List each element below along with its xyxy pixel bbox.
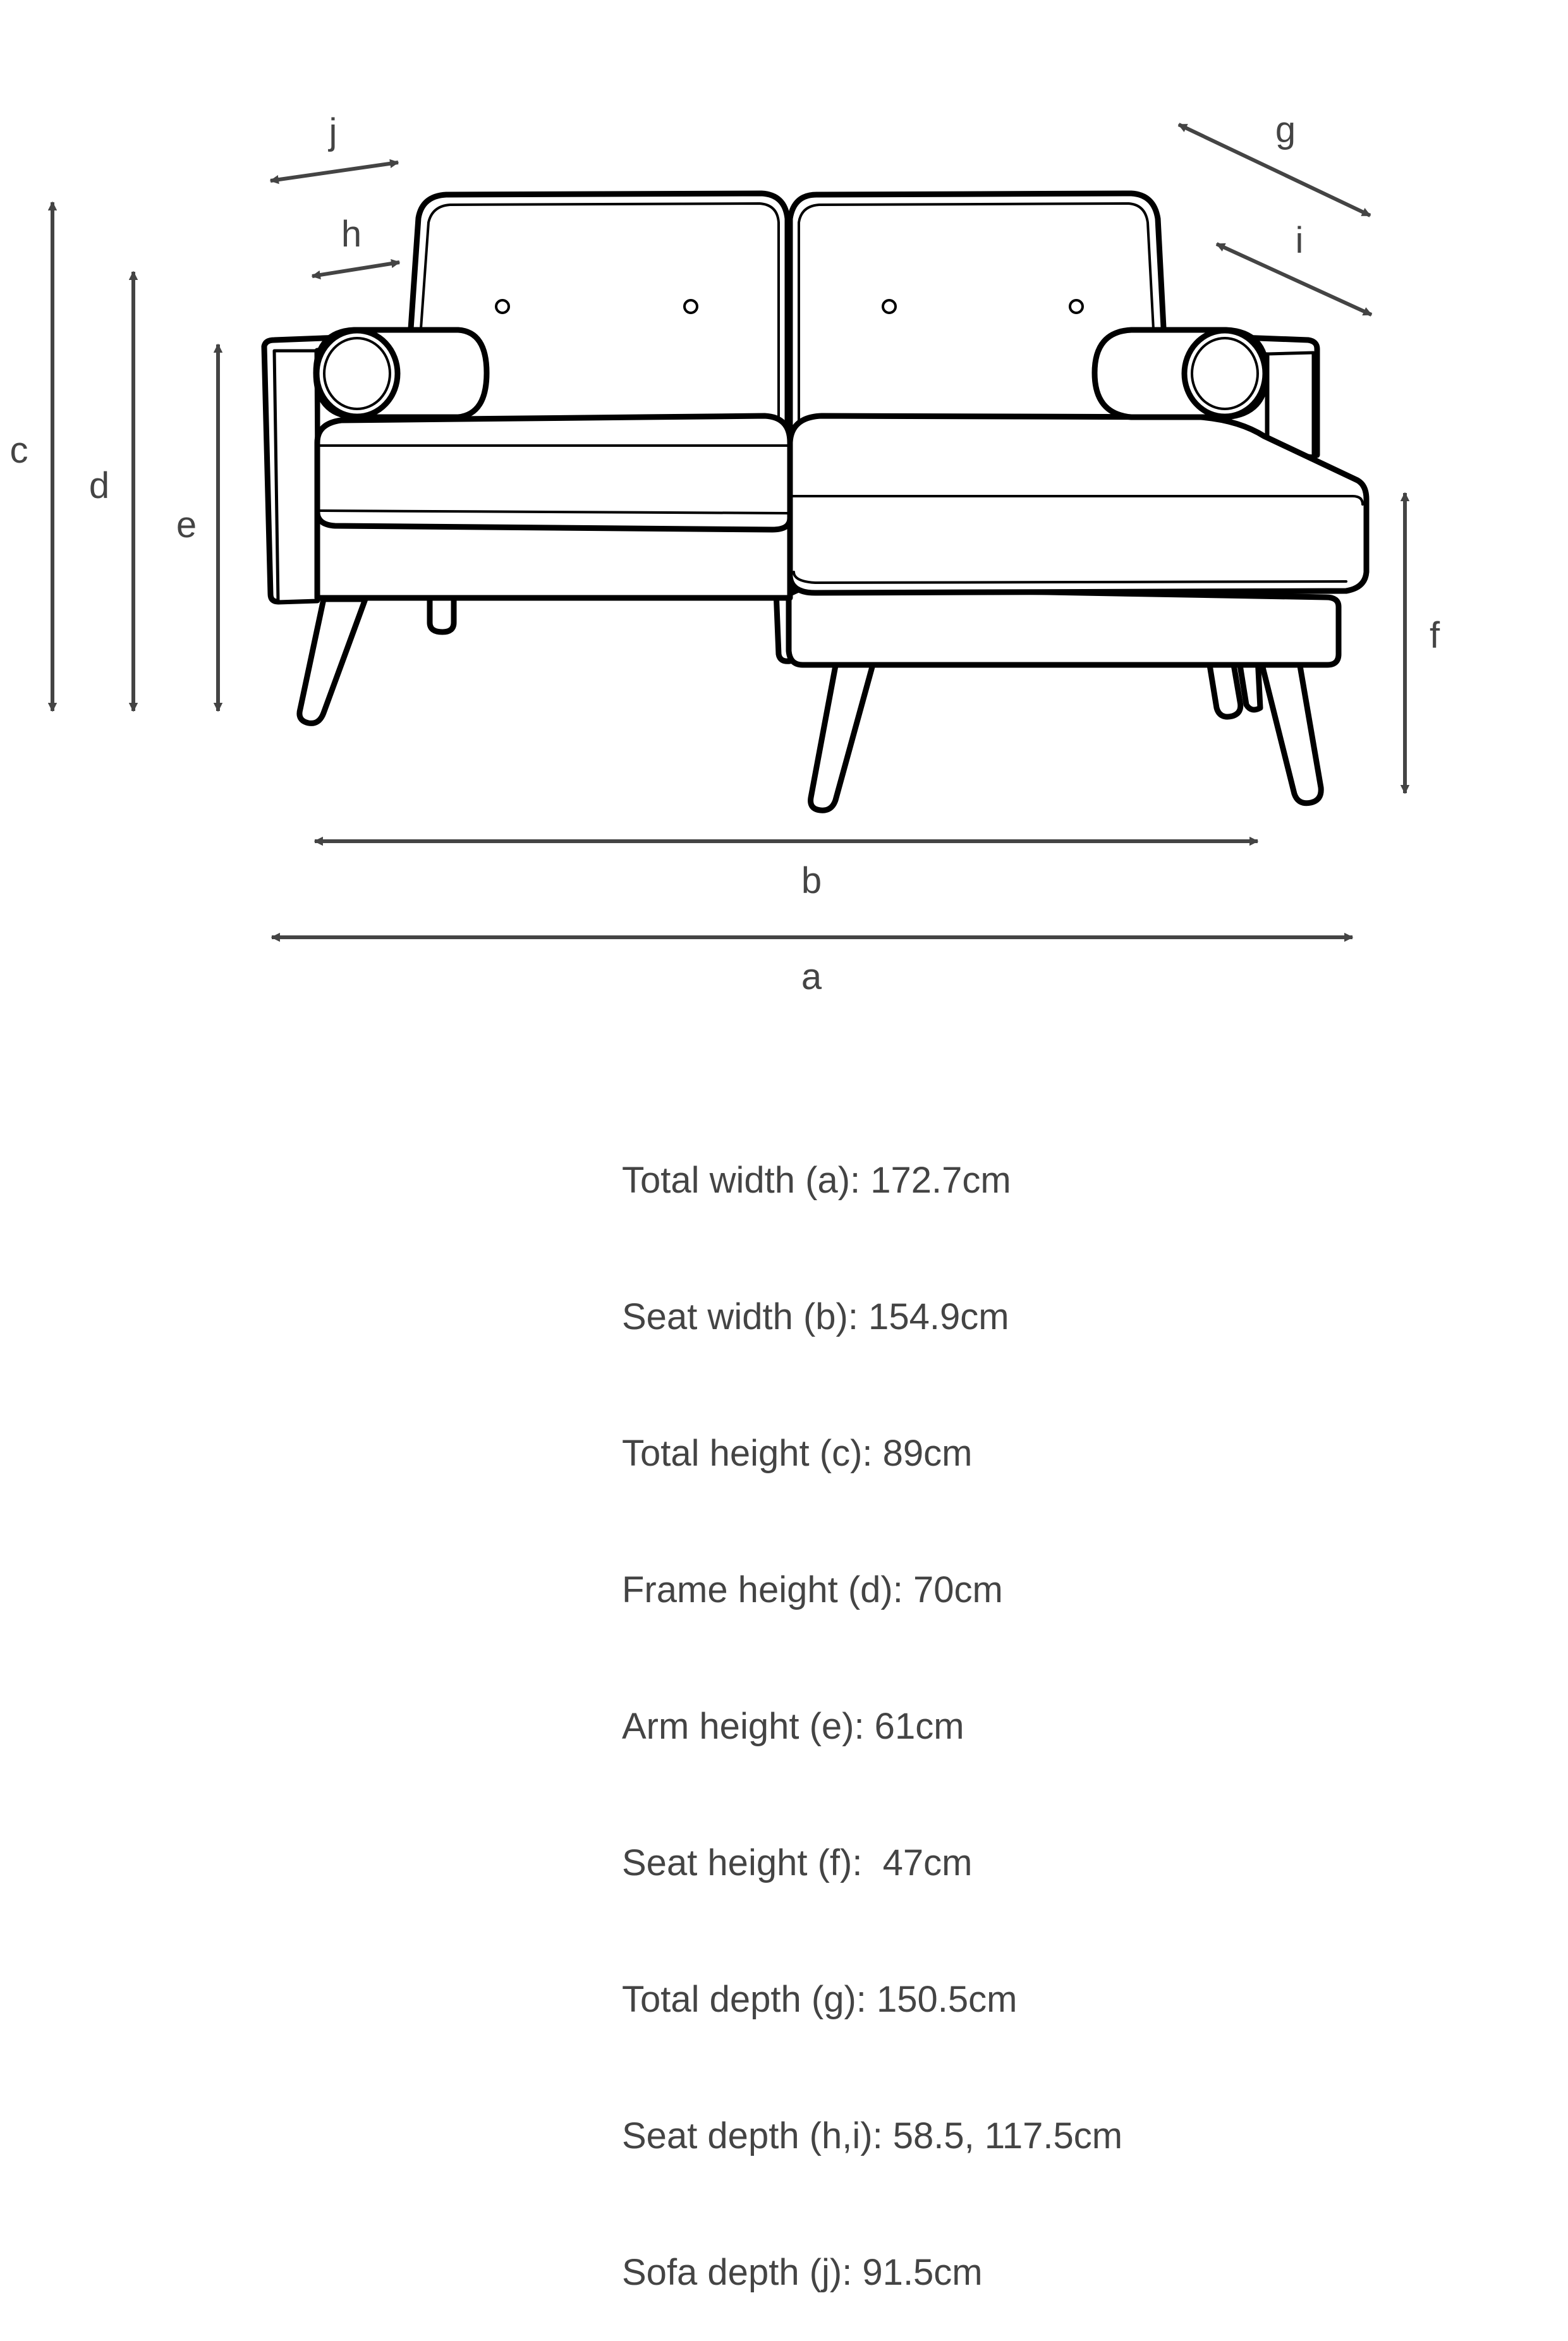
spec-seat-width: Seat width (b): 154.9cm [622,1296,1009,1337]
label-b: b [801,860,822,901]
button-3 [883,300,896,313]
label-f: f [1429,615,1440,656]
spec-sofa-depth: Sofa depth (j): 91.5cm [622,2252,983,2293]
spec-total-depth: Total depth (g): 150.5cm [622,1979,1018,2020]
arrow-j [270,162,398,181]
spec-arm-height: Arm height (e): 61cm [622,1706,964,1747]
label-i: i [1295,220,1304,261]
front-leg-chaise-left [811,662,873,810]
button-2 [684,300,697,313]
seat-cushion-chaise [790,416,1366,593]
bolster-left-end [317,331,398,417]
label-c: c [9,430,28,471]
label-g: g [1275,109,1296,150]
label-a: a [801,956,822,997]
sofa-illustration [264,193,1366,810]
front-leg-left [300,599,365,723]
arrow-g [1179,125,1370,216]
label-h: h [341,214,362,255]
spec-total-width: Total width (a): 172.7cm [622,1160,1011,1201]
chaise-base [789,588,1339,665]
arrow-i [1217,244,1371,315]
button-4 [1070,300,1083,313]
arm-left-inner [274,351,317,602]
button-1 [496,300,509,313]
arrow-h [312,262,399,276]
label-e: e [176,504,197,545]
bolster-right-end [1184,331,1265,417]
spec-frame-height: Frame height (d): 70cm [622,1569,1003,1610]
spec-seat-depth: Seat depth (h,i): 58.5, 117.5cm [622,2115,1123,2156]
label-j: j [329,111,337,152]
front-leg-chaise-right [1261,662,1321,803]
spec-total-height: Total height (c): 89cm [622,1433,973,1474]
dimension-spec-list [622,1067,1122,2341]
spec-seat-height: Seat height (f): 47cm [622,1842,973,1883]
label-d: d [88,465,110,506]
